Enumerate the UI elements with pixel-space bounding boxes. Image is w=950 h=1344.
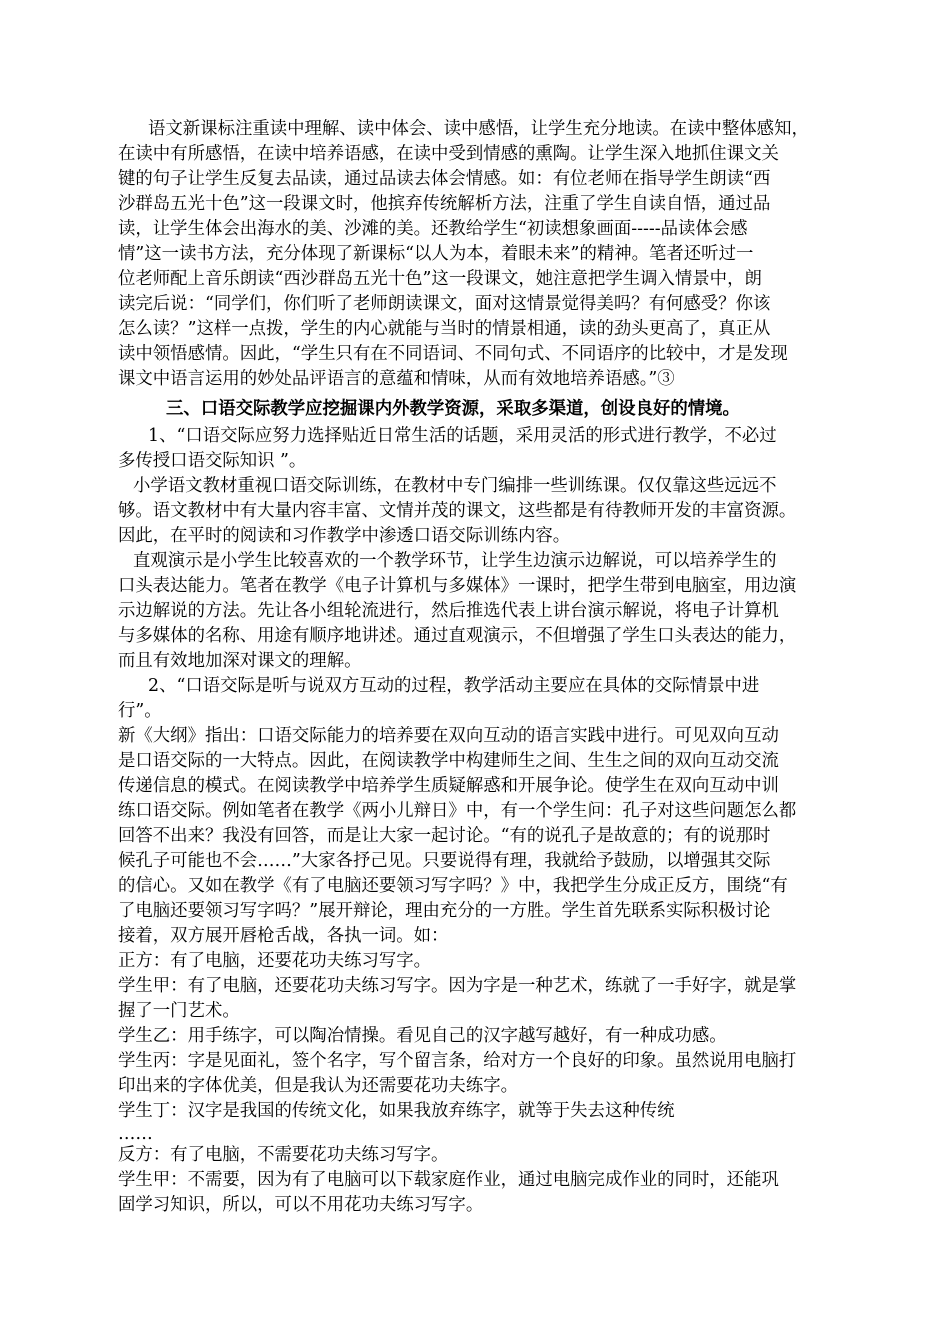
body-text-line: 小学语文教材重视口语交际训练，在教材中专门编排一些训练课。仅仅靠这些远远不 — [133, 476, 777, 496]
body-text-line: 是口语交际的一大特点。因此，在阅读教学中构建师生之间、生生之间的双向互动交流 — [118, 751, 779, 771]
body-text-line: 而且有效地加深对课文的理解。 — [118, 651, 362, 671]
body-text-line: 学生乙：用手练字，可以陶冶情操。看见自己的汉字越写越好，有一种成功感。 — [118, 1026, 727, 1046]
body-text-line: 练口语交际。例如笔者在教学《两小儿辩日》中，有一个学生问：孔子对这些问题怎么都 — [118, 801, 797, 821]
body-text-line: 直观演示是小学生比较喜欢的一个教学环节，让学生边演示边解说，可以培养学生的 — [133, 551, 777, 571]
body-text-line: 正方：有了电脑，还要花功夫练习写字。 — [118, 951, 432, 971]
body-text-line: 固学习知识，所以，可以不用花功夫练习写字。 — [118, 1195, 484, 1215]
body-text-line: 在读中有所感悟，在读中培养语感，在读中受到情感的熏陶。让学生深入地抓住课文关 — [118, 144, 779, 164]
body-text-line: 读完后说：“同学们，你们听了老师朗读课文，面对这情景觉得美吗？有何感受？你该 — [118, 294, 771, 314]
body-text-line: 口头表达能力。笔者在教学《电子计算机与多媒体》一课时，把学生带到电脑室，用边演 — [118, 576, 797, 596]
body-text-line: 学生丙：字是见面礼，签个名字，写个留言条，给对方一个良好的印象。虽然说用电脑打 — [118, 1051, 797, 1071]
body-text-line: 回答不出来？我没有回答，而是让大家一起讨论。“有的说孔子是故意的；有的说那时 — [118, 826, 771, 846]
body-text-line: 与多媒体的名称、用途有顺序地讲述。通过直观演示，不但增强了学生口头表达的能力， — [118, 626, 797, 646]
body-text-line: 学生甲：有了电脑，还要花功夫练习写字。因为字是一种艺术，练就了一手好字，就是掌 — [118, 976, 797, 996]
body-text-line: 怎么读？”这样一点拨，学生的内心就能与当时的情景相通，读的劲头更高了，真正从 — [118, 319, 771, 339]
body-text-line: 印出来的字体优美，但是我认为还需要花功夫练字。 — [118, 1076, 518, 1096]
body-text-line: 了电脑还要领习写字吗？”展开辩论，理由充分的一方胜。学生首先联系实际积极讨论 — [118, 901, 771, 921]
body-text-line: 示边解说的方法。先让各小组轮流进行，然后推选代表上讲台演示解说，将电子计算机 — [118, 601, 779, 621]
body-text-line: 1、“口语交际应努力选择贴近日常生活的话题，采用灵活的形式进行教学，不必过 — [148, 426, 777, 446]
body-text-line: 的信心。又如在教学《有了电脑还要领习写字吗？》中，我把学生分成正反方，围绕“有 — [118, 876, 788, 896]
body-text-line: 行”。 — [118, 701, 162, 721]
body-text-line: 语文新课标注重读中理解、读中体会、读中感悟，让学生充分地读。在读中整体感知， — [148, 119, 809, 139]
body-text-line: 新《大纲》指出：口语交际能力的培养要在双向互动的语言实践中进行。可见双向互动 — [118, 726, 779, 746]
body-text-line: 2、“口语交际是听与说双方互动的过程，教学活动主要应在具体的交际情景中进 — [148, 676, 760, 696]
body-text-line: 情”这一读书方法，充分体现了新课标“以人为本，着眼未来”的精神。笔者还听过一 — [118, 244, 754, 264]
body-text-line: 反方：有了电脑，不需要花功夫练习写字。 — [118, 1145, 449, 1165]
body-text-line: 读，让学生体会出海水的美、沙滩的美。还教给学生“初读想象画面-----品读体会感 — [118, 219, 748, 239]
body-text-line: 因此，在平时的阅读和习作教学中渗透口语交际训练内容。 — [118, 526, 571, 546]
body-text-line: 位老师配上音乐朗读“西沙群岛五光十色”这一段课文，她注意把学生调入情景中，朗 — [118, 269, 762, 289]
body-text-line: 够。语文教材中有大量内容丰富、文情并茂的课文，这些都是有待教师开发的丰富资源。 — [118, 501, 797, 521]
section-heading: 三、口语交际教学应挖掘课内外教学资源，采取多渠道，创设良好的情境。 — [166, 399, 740, 419]
body-text-line: 沙群岛五光十色”这一段课文时，他摈弃传统解析方法，注重了学生自读自悟，通过品 — [118, 194, 771, 214]
body-text-line: 学生甲：不需要，因为有了电脑可以下载家庭作业，通过电脑完成作业的同时，还能巩 — [118, 1170, 779, 1190]
body-text-line: 接着，双方展开唇枪舌战，各执一词。如： — [118, 926, 449, 946]
body-text-line: …… — [118, 1124, 153, 1144]
body-text-line: 候孔子可能也不会……”大家各抒己见。只要说得有理，我就给予鼓励，以增强其交际 — [118, 851, 771, 871]
body-text-line: 读中领悟感情。因此，“学生只有在不同语词、不同句式、不同语序的比较中，才是发现 — [118, 344, 788, 364]
body-text-line: 传递信息的模式。在阅读教学中培养学生质疑解惑和开展争论。使学生在双向互动中训 — [118, 776, 779, 796]
body-text-line: 学生丁：汉字是我国的传统文化，如果我放弃练字，就等于失去这种传统 — [118, 1101, 675, 1121]
body-text-line: 键的句子让学生反复去品读，通过品读去体会情感。如：有位老师在指导学生朗读“西 — [118, 169, 771, 189]
body-text-line: 课文中语言运用的妙处品评语言的意蕴和情味，从而有效地培养语感。”③ — [118, 369, 675, 389]
body-text-line: 多传授口语交际知识 ”。 — [118, 451, 307, 471]
body-text-line: 握了一门艺术。 — [118, 1001, 240, 1021]
